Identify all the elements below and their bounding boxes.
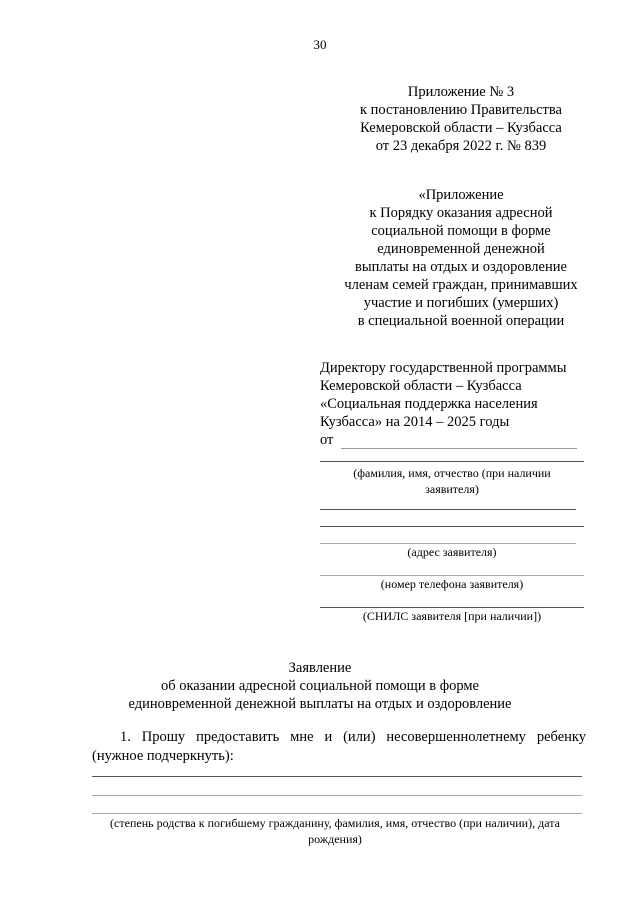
- appendix-inner-line: выплаты на отдых и оздоровление: [355, 259, 567, 275]
- appendix-inner-line: членам семей граждан, принимавших: [344, 277, 578, 293]
- addressee-line: Директору государственной программы: [320, 360, 567, 376]
- applicant-name-field[interactable]: [320, 461, 584, 462]
- from-row: [320, 431, 590, 449]
- statement-subtitle: единовременной денежной выплаты на отдых и оздоровление: [128, 696, 512, 712]
- appendix-inner: [330, 186, 592, 330]
- from-field[interactable]: [341, 434, 577, 449]
- appendix-inner-line: «Приложение: [418, 187, 504, 203]
- applicant-name-caption-line: (фамилия, имя, отчество (при наличии: [353, 466, 551, 480]
- applicant-name-caption-line: заявителя): [425, 482, 479, 496]
- relation-field-line-2[interactable]: [92, 795, 582, 796]
- request-paragraph: [92, 728, 586, 766]
- request-paragraph-line: (нужное подчеркнуть):: [92, 748, 234, 764]
- appendix-header-line: от 23 декабря 2022 г. № 839: [375, 138, 547, 154]
- from-label: от: [320, 432, 334, 448]
- addressee-line: Кемеровской области – Кузбасса: [320, 378, 522, 394]
- statement-subtitle: об оказании адресной социальной помощи в форме: [160, 678, 479, 694]
- statement-title-block: [0, 659, 640, 713]
- appendix-inner-line: участие и погибших (умерших): [363, 295, 559, 311]
- appendix-inner-line: социальной помощи в форме: [371, 223, 551, 239]
- relation-caption-line: рождения): [308, 832, 362, 846]
- addressee-block: [320, 359, 590, 449]
- address-caption: (адрес заявителя): [407, 545, 497, 559]
- addressee-line: «Социальная поддержка населения: [320, 396, 538, 412]
- relation-caption: [80, 815, 590, 847]
- relation-field-line-3[interactable]: [92, 813, 582, 814]
- phone-caption: (номер телефона заявителя): [380, 577, 524, 591]
- snils-caption: (СНИЛС заявителя [при наличии]): [362, 609, 542, 623]
- relation-field-line-1[interactable]: [92, 776, 582, 777]
- appendix-header-line: к постановлению Правительства: [360, 102, 562, 118]
- applicant-name-caption: [320, 465, 584, 497]
- relation-caption-line: (степень родства к погибшему гражданину, фамилия, имя, отчество (при наличии), дата: [110, 816, 560, 830]
- request-paragraph-line: 1. Прошу предоставить мне и (или) несовершеннолетнему ребенку: [120, 729, 586, 745]
- page-number: 30: [313, 37, 327, 52]
- address-field-line-1[interactable]: [320, 509, 576, 510]
- address-field-line-2[interactable]: [320, 526, 584, 527]
- addressee-line: Кузбасса» на 2014 – 2025 годы: [320, 414, 510, 430]
- appendix-inner-line: единовременной денежной: [377, 241, 545, 257]
- appendix-header-line: Приложение № 3: [407, 84, 515, 100]
- appendix-inner-line: в специальной военной операции: [357, 313, 565, 329]
- appendix-header-line: Кемеровской области – Кузбасса: [360, 120, 562, 136]
- appendix-header: [330, 83, 592, 155]
- statement-title: Заявление: [288, 660, 352, 676]
- appendix-inner-line: к Порядку оказания адресной: [369, 205, 553, 221]
